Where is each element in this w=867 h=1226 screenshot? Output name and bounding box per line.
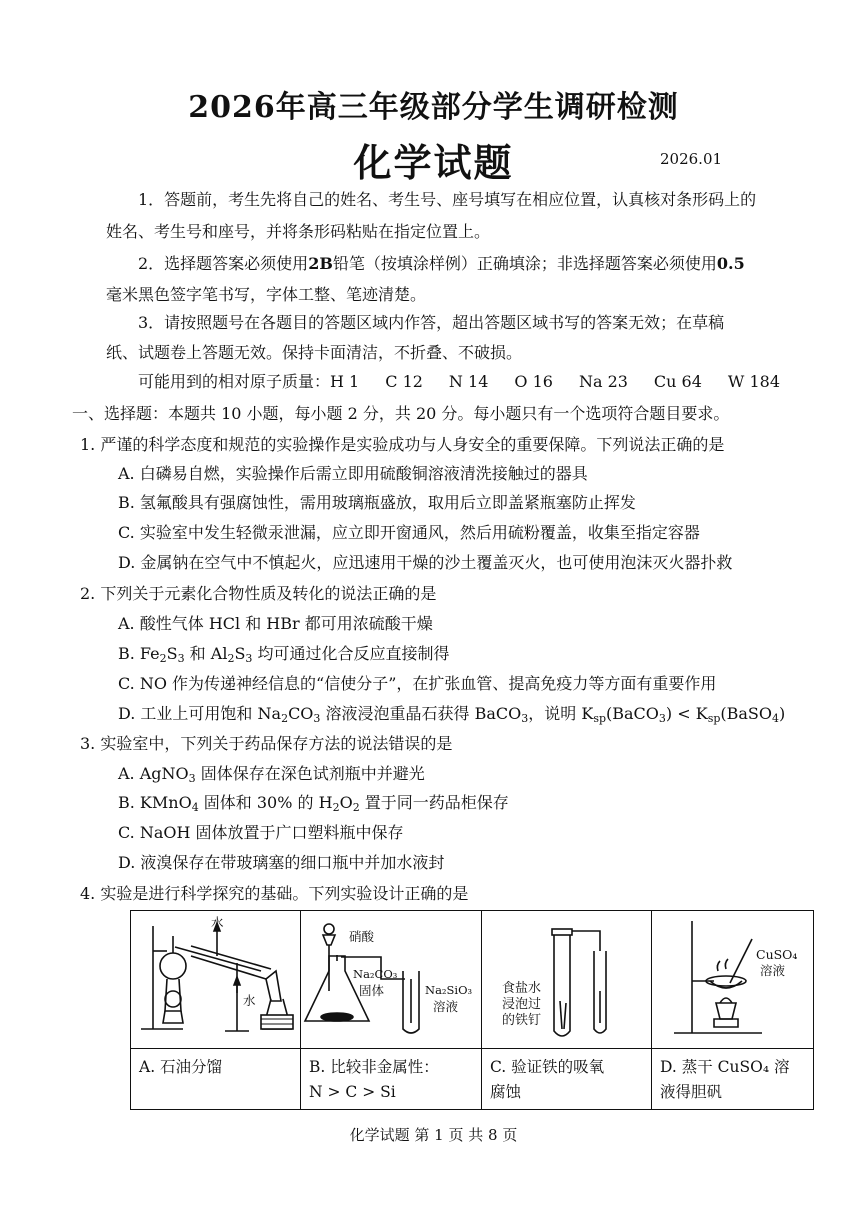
- q3-option-c: C. NaOH 固体放置于广口塑料瓶中保存: [118, 823, 404, 842]
- exam-subtitle: 化学试题: [353, 140, 514, 185]
- q1-option-c: C. 实验室中发生轻微汞泄漏，应立即开窗通风，然后用硫粉覆盖，收集至指定容器: [118, 523, 700, 542]
- q1-option-d: D. 金属钠在空气中不慎起火，应迅速用干燥的沙土覆盖灭火，也可使用泡沫灭火器扑救: [118, 553, 733, 572]
- q4-caption-a: A. 石油分馏: [131, 1048, 301, 1109]
- q3-option-b: B. KMnO$_4$ 固体和 30% 的 $H_2O_2$ 置于同一药品柜保存: [118, 793, 509, 814]
- q4-figure-b: [301, 911, 482, 1048]
- label-salt-water-2: 浸泡过: [502, 997, 542, 1012]
- label-water-out: 水: [211, 915, 224, 930]
- label-nitric-acid: 硝酸: [349, 929, 375, 944]
- q4-caption-c: C. 验证铁的吸氧 腐蚀: [482, 1048, 652, 1109]
- section-heading: 一、选择题：本题共 10 小题，每小题 2 分，共 20 分。每小题只有一个选项符合题目要求。: [72, 404, 730, 423]
- q4-caption-d: D. 蒸干 CuSO₄ 溶 液得胆矾: [652, 1048, 813, 1109]
- label-solid: 固体: [359, 983, 385, 998]
- q4-figure-c: [482, 911, 652, 1048]
- label-na2sio3-solution: 溶液: [433, 999, 459, 1014]
- q4-stem: 4. 实验是进行科学探究的基础。下列实验设计正确的是: [80, 884, 469, 903]
- instruction-3-line1: 3．请按照题号在各题目的答题区域内作答，超出答题区域书写的答案无效；在草稿: [138, 313, 725, 332]
- page-footer: 化学试题 第 1 页 共 8 页: [349, 1126, 518, 1144]
- q3-option-a: A. AgNO$_3$ 固体保存在深色试剂瓶中并避光: [118, 764, 425, 785]
- label-water-in: 水: [243, 993, 256, 1008]
- q2-option-a: A. 酸性气体 HCl 和 HBr 都可用浓硫酸干燥: [118, 614, 433, 633]
- instruction-1-line1: 1．答题前，考生先将自己的姓名、考生号、座号填写在相应位置，认真核对条形码上的: [138, 190, 757, 209]
- q4-option-table: [130, 910, 814, 1110]
- label-na2sio3: Na₂SiO₃: [425, 983, 473, 997]
- instruction-2-line1: 2．选择题答案必须使用2B铅笔（按填涂样例）正确填涂；非选择题答案必须使用0.5: [138, 254, 745, 273]
- q1-option-b: B. 氢氟酸具有强腐蚀性，需用玻璃瓶盛放，取用后立即盖紧瓶塞防止挥发: [118, 493, 636, 512]
- q3-stem: 3. 实验室中，下列关于药品保存方法的说法错误的是: [80, 734, 453, 753]
- q2-stem: 2. 下列关于元素化合物性质及转化的说法正确的是: [80, 584, 437, 603]
- atomic-masses: 可能用到的相对原子质量：H 1 C 12 N 14 O 16 Na 23 Cu 64 W 184: [138, 372, 780, 391]
- label-salt-water-3: 的铁钉: [502, 1013, 542, 1028]
- q1-option-a: A. 白磷易自燃，实验操作后需立即用硫酸铜溶液清洗接触过的器具: [118, 464, 588, 483]
- label-cuso4: CuSO₄: [756, 947, 798, 962]
- label-salt-water-1: 食盐水: [502, 981, 542, 996]
- q2-option-b: B. $Fe_2S_3$ 和 $Al_2S_3$ 均可通过化合反应直接制得: [118, 644, 450, 665]
- q4-figure-d: [652, 911, 813, 1048]
- q2-option-d: D. 工业上可用饱和 $Na_2CO_3$ 溶液浸泡重晶石获得 BaCO$_3$，说明 $K_{sp}(BaCO_3)$ < $K_{sp}(BaSO_4)$: [118, 704, 786, 725]
- q4-figure-a: [131, 911, 301, 1048]
- q2-option-c: C. NO 作为传递神经信息的“信使分子”，在扩张血管、提高免疫力等方面有重要作用: [118, 674, 717, 693]
- exam-title: 2026年高三年级部分学生调研检测: [188, 90, 679, 125]
- instruction-1-line2: 姓名、考生号和座号，并将条形码粘贴在指定位置上。: [106, 222, 491, 241]
- exam-date: 2026.01: [660, 150, 723, 168]
- label-na2co3: Na₂CO₃: [353, 967, 398, 981]
- label-cuso4-solution: 溶液: [760, 963, 786, 978]
- distillation-apparatus-icon: [131, 911, 299, 1046]
- instruction-2-line2: 毫米黑色签字笔书写，字体工整、笔迹清楚。: [106, 285, 427, 304]
- q4-caption-b: B. 比较非金属性： N > C > Si: [301, 1048, 482, 1109]
- q3-option-d: D. 液溴保存在带玻璃塞的细口瓶中并加水液封: [118, 853, 445, 872]
- evaporation-dish-icon: [652, 911, 812, 1046]
- q1-stem: 1. 严谨的科学态度和规范的实验操作是实验成功与人身安全的重要保障。下列说法正确的是: [80, 435, 725, 454]
- instruction-3-line2: 纸、试题卷上答题无效。保持卡面清洁，不折叠、不破损。: [106, 343, 523, 362]
